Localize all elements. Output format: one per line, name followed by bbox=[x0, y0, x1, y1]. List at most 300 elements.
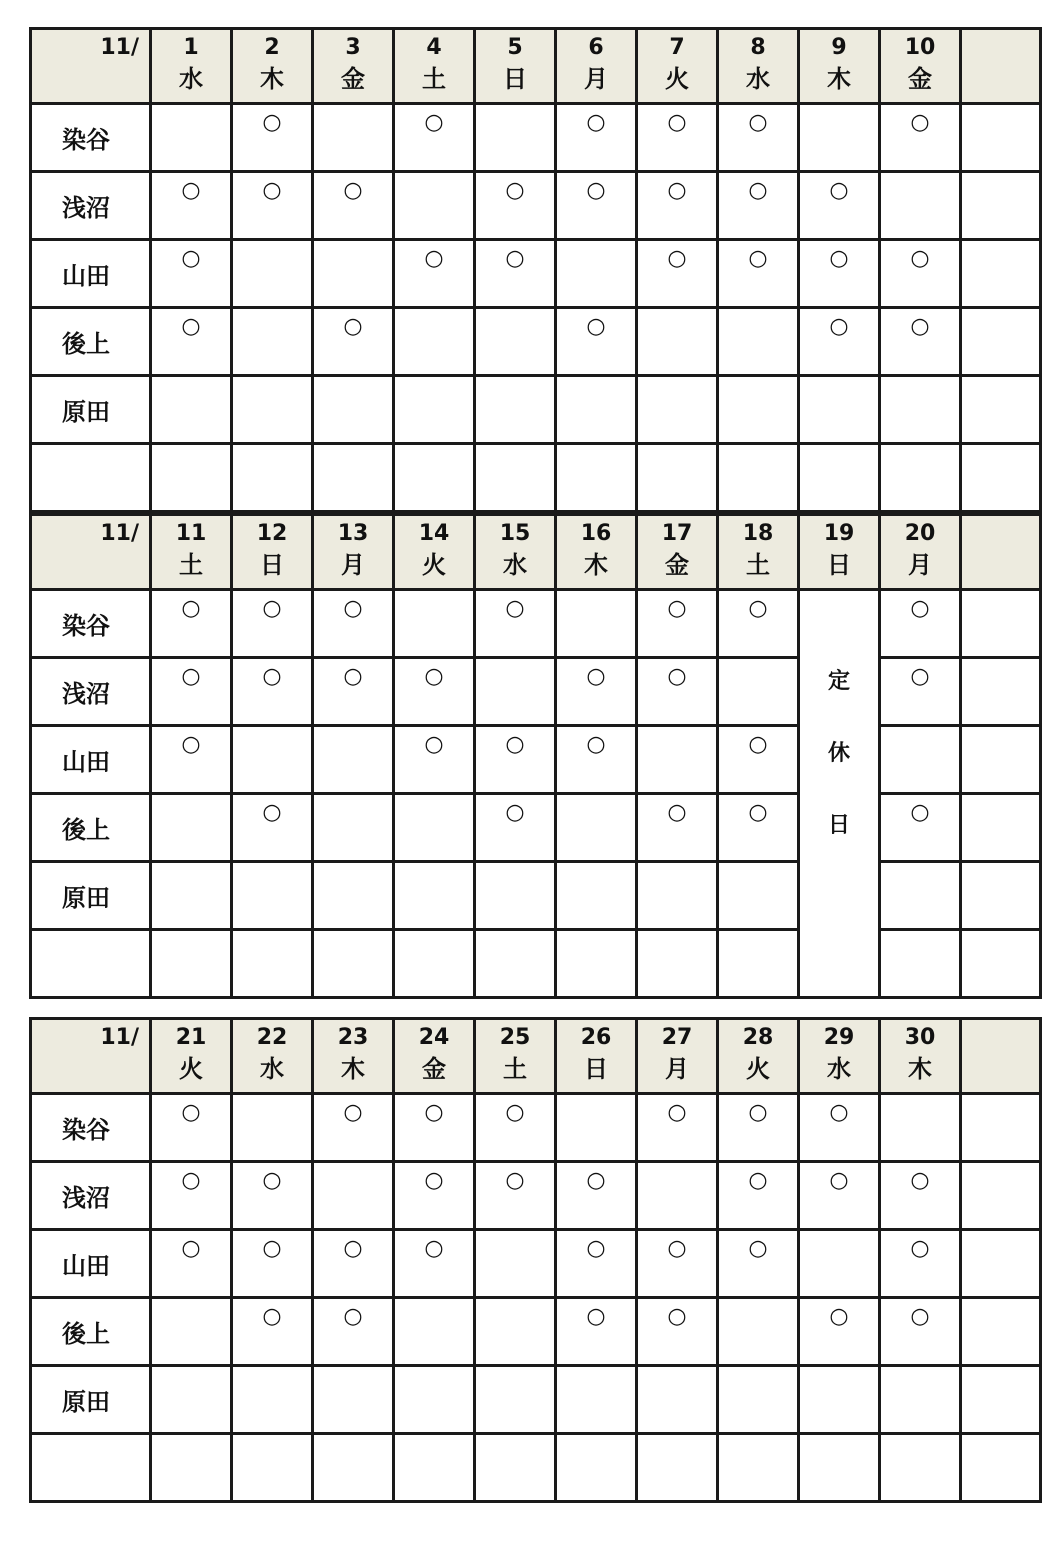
staff-row-asanuma bbox=[31, 172, 1041, 240]
schedule-cell bbox=[475, 590, 556, 658]
staff-name: 後上 bbox=[31, 1298, 151, 1366]
attendance-mark: ○ bbox=[586, 314, 606, 339]
header-empty-cell bbox=[961, 1019, 1041, 1094]
weekday: 月 bbox=[908, 551, 932, 579]
schedule-cell bbox=[880, 1094, 961, 1162]
attendance-mark: ○ bbox=[748, 596, 768, 621]
schedule-cell bbox=[880, 308, 961, 376]
attendance-mark: ○ bbox=[667, 800, 687, 825]
schedule-cell bbox=[394, 590, 475, 658]
schedule-cell bbox=[556, 308, 637, 376]
date-header bbox=[637, 1019, 718, 1094]
schedule-cell bbox=[394, 444, 475, 512]
schedule-cell bbox=[556, 1162, 637, 1230]
attendance-mark: ○ bbox=[505, 800, 525, 825]
schedule-cell bbox=[880, 1298, 961, 1366]
attendance-mark: ○ bbox=[586, 110, 606, 135]
schedule-cell bbox=[394, 308, 475, 376]
schedule-cell bbox=[232, 104, 313, 172]
schedule-cell bbox=[232, 1434, 313, 1502]
schedule-cell bbox=[151, 1366, 232, 1434]
attendance-mark: ○ bbox=[829, 1168, 849, 1193]
schedule-cell bbox=[232, 1366, 313, 1434]
schedule-cell bbox=[718, 590, 799, 658]
schedule-cell bbox=[637, 930, 718, 998]
attendance-mark: ○ bbox=[181, 178, 201, 203]
schedule-cell bbox=[151, 862, 232, 930]
schedule-cell bbox=[232, 1230, 313, 1298]
schedule-cell bbox=[151, 794, 232, 862]
schedule-cell bbox=[394, 1434, 475, 1502]
schedule-cell bbox=[475, 794, 556, 862]
staff-name: 原田 bbox=[31, 1366, 151, 1434]
schedule-cell bbox=[961, 1230, 1041, 1298]
schedule-cell bbox=[880, 1366, 961, 1434]
attendance-mark: ○ bbox=[829, 246, 849, 271]
schedule-cell bbox=[961, 862, 1041, 930]
attendance-mark: ○ bbox=[748, 110, 768, 135]
schedule-cell bbox=[718, 1094, 799, 1162]
attendance-mark: ○ bbox=[829, 1304, 849, 1329]
schedule-cell bbox=[637, 1434, 718, 1502]
schedule-cell bbox=[799, 172, 880, 240]
schedule-cell bbox=[151, 376, 232, 444]
day-number: 2 bbox=[264, 35, 280, 60]
holiday-label-char: 休 bbox=[827, 741, 850, 766]
schedule-cell bbox=[394, 794, 475, 862]
schedule-cell bbox=[961, 104, 1041, 172]
day-number: 8 bbox=[750, 35, 766, 60]
attendance-mark: ○ bbox=[181, 1168, 201, 1193]
staff-row-yamada bbox=[31, 726, 1041, 794]
staff-name bbox=[31, 444, 151, 512]
weekday: 土 bbox=[179, 551, 203, 579]
schedule-cell bbox=[394, 104, 475, 172]
attendance-mark: ○ bbox=[424, 1100, 444, 1125]
weekday: 火 bbox=[179, 1055, 203, 1083]
attendance-mark: ○ bbox=[343, 1236, 363, 1261]
date-header bbox=[637, 515, 718, 590]
staff-name: 山田 bbox=[31, 240, 151, 308]
date-header bbox=[394, 515, 475, 590]
schedule-cell bbox=[556, 1298, 637, 1366]
attendance-mark: ○ bbox=[262, 596, 282, 621]
attendance-mark: ○ bbox=[505, 732, 525, 757]
schedule-cell bbox=[961, 794, 1041, 862]
date-header bbox=[394, 1019, 475, 1094]
staff-row-asanuma bbox=[31, 1162, 1041, 1230]
schedule-cell bbox=[961, 1434, 1041, 1502]
attendance-mark: ○ bbox=[343, 314, 363, 339]
holiday-label-char: 定 bbox=[827, 669, 850, 694]
staff-row-asanuma bbox=[31, 658, 1041, 726]
schedule-cell bbox=[556, 862, 637, 930]
schedule-cell bbox=[394, 1298, 475, 1366]
weekday: 金 bbox=[665, 551, 689, 579]
schedule-cell bbox=[880, 726, 961, 794]
attendance-mark: ○ bbox=[424, 246, 444, 271]
staff-row-gojo bbox=[31, 1298, 1041, 1366]
schedule-cell bbox=[718, 1162, 799, 1230]
schedule-cell bbox=[718, 308, 799, 376]
schedule-cell bbox=[313, 1162, 394, 1230]
schedule-cell bbox=[637, 1366, 718, 1434]
schedule-cell bbox=[556, 1366, 637, 1434]
date-header bbox=[394, 29, 475, 104]
schedule-cell bbox=[637, 726, 718, 794]
attendance-mark: ○ bbox=[667, 1100, 687, 1125]
date-header bbox=[799, 29, 880, 104]
schedule-cell bbox=[961, 240, 1041, 308]
date-header bbox=[718, 1019, 799, 1094]
attendance-mark: ○ bbox=[910, 1236, 930, 1261]
schedule-cell bbox=[313, 590, 394, 658]
staff-row-someya bbox=[31, 1094, 1041, 1162]
schedule-cell bbox=[556, 240, 637, 308]
staff-row-gojo bbox=[31, 794, 1041, 862]
schedule-cell bbox=[637, 308, 718, 376]
staff-row-blank bbox=[31, 930, 1041, 998]
schedule-cell bbox=[718, 726, 799, 794]
schedule-cell bbox=[799, 1162, 880, 1230]
day-number: 28 bbox=[742, 1025, 774, 1050]
schedule-cell bbox=[151, 172, 232, 240]
attendance-mark: ○ bbox=[910, 596, 930, 621]
weekday: 木 bbox=[260, 65, 284, 93]
attendance-mark: ○ bbox=[910, 664, 930, 689]
schedule-cell bbox=[880, 1434, 961, 1502]
schedule-cell bbox=[475, 1094, 556, 1162]
day-number: 6 bbox=[588, 35, 604, 60]
attendance-mark: ○ bbox=[262, 664, 282, 689]
schedule-cell bbox=[961, 1094, 1041, 1162]
schedule-cell bbox=[313, 444, 394, 512]
schedule-cell bbox=[556, 444, 637, 512]
date-header bbox=[880, 1019, 961, 1094]
schedule-cell bbox=[718, 1434, 799, 1502]
day-number: 23 bbox=[337, 1025, 369, 1050]
attendance-mark: ○ bbox=[586, 1168, 606, 1193]
weekday: 水 bbox=[260, 1055, 284, 1083]
schedule-cell bbox=[232, 794, 313, 862]
schedule-cell bbox=[475, 1434, 556, 1502]
date-header bbox=[799, 1019, 880, 1094]
weekday: 水 bbox=[746, 65, 770, 93]
schedule-cell bbox=[151, 240, 232, 308]
schedule-cell bbox=[637, 172, 718, 240]
attendance-mark: ○ bbox=[181, 732, 201, 757]
schedule-cell bbox=[799, 308, 880, 376]
day-number: 11 bbox=[175, 521, 207, 546]
staff-name: 原田 bbox=[31, 376, 151, 444]
day-number: 4 bbox=[426, 35, 442, 60]
day-number: 21 bbox=[175, 1025, 207, 1050]
header-row bbox=[31, 1019, 1041, 1094]
schedule-cell bbox=[475, 104, 556, 172]
schedule-cell bbox=[556, 1094, 637, 1162]
schedule-cell bbox=[637, 794, 718, 862]
attendance-mark: ○ bbox=[910, 110, 930, 135]
schedule-cell bbox=[718, 1230, 799, 1298]
date-header bbox=[718, 515, 799, 590]
schedule-cell bbox=[556, 930, 637, 998]
date-header bbox=[232, 515, 313, 590]
weekday: 木 bbox=[908, 1055, 932, 1083]
schedule-cell bbox=[880, 444, 961, 512]
schedule-cell bbox=[313, 1366, 394, 1434]
schedule-cell bbox=[232, 1162, 313, 1230]
attendance-mark: ○ bbox=[748, 1236, 768, 1261]
day-number: 15 bbox=[499, 521, 531, 546]
schedule-cell bbox=[151, 1094, 232, 1162]
attendance-mark: ○ bbox=[748, 732, 768, 757]
schedule-cell bbox=[718, 104, 799, 172]
staff-row-blank bbox=[31, 1434, 1041, 1502]
weekday: 土 bbox=[746, 551, 770, 579]
attendance-mark: ○ bbox=[505, 1100, 525, 1125]
weekday: 火 bbox=[422, 551, 446, 579]
day-number: 13 bbox=[337, 521, 369, 546]
attendance-mark: ○ bbox=[667, 664, 687, 689]
schedule-cell bbox=[151, 444, 232, 512]
staff-row-harada bbox=[31, 1366, 1041, 1434]
attendance-mark: ○ bbox=[667, 178, 687, 203]
staff-name: 浅沼 bbox=[31, 1162, 151, 1230]
schedule-cell bbox=[313, 240, 394, 308]
schedule-cell bbox=[151, 308, 232, 376]
schedule-cell bbox=[475, 658, 556, 726]
schedule-cell bbox=[880, 930, 961, 998]
schedule-cell bbox=[637, 1230, 718, 1298]
schedule-cell bbox=[556, 658, 637, 726]
schedule-cell bbox=[313, 794, 394, 862]
schedule-cell bbox=[637, 1162, 718, 1230]
attendance-mark: ○ bbox=[667, 596, 687, 621]
attendance-mark: ○ bbox=[262, 800, 282, 825]
date-header bbox=[556, 29, 637, 104]
schedule-cell bbox=[394, 1094, 475, 1162]
date-header bbox=[799, 515, 880, 590]
schedule-cell bbox=[232, 1094, 313, 1162]
day-number: 20 bbox=[904, 521, 936, 546]
schedule-cell bbox=[232, 240, 313, 308]
schedule-cell bbox=[718, 862, 799, 930]
day-number: 29 bbox=[823, 1025, 855, 1050]
attendance-mark: ○ bbox=[343, 1100, 363, 1125]
weekday: 水 bbox=[503, 551, 527, 579]
staff-row-someya bbox=[31, 104, 1041, 172]
schedule-cell bbox=[718, 172, 799, 240]
weekday: 木 bbox=[341, 1055, 365, 1083]
month-label: 11/ bbox=[31, 29, 151, 104]
schedule-cell bbox=[313, 930, 394, 998]
attendance-mark: ○ bbox=[910, 314, 930, 339]
attendance-mark: ○ bbox=[424, 732, 444, 757]
day-number: 27 bbox=[661, 1025, 693, 1050]
weekday: 金 bbox=[341, 65, 365, 93]
day-number: 16 bbox=[580, 521, 612, 546]
schedule-cell bbox=[475, 1230, 556, 1298]
weekday: 日 bbox=[260, 551, 284, 579]
schedule-cell bbox=[394, 1366, 475, 1434]
schedule-cell bbox=[961, 444, 1041, 512]
schedule-cell bbox=[394, 726, 475, 794]
attendance-mark: ○ bbox=[748, 1168, 768, 1193]
schedule-cell bbox=[718, 1366, 799, 1434]
schedule-cell bbox=[394, 930, 475, 998]
staff-name bbox=[31, 930, 151, 998]
date-header bbox=[475, 29, 556, 104]
staff-row-gojo bbox=[31, 308, 1041, 376]
attendance-mark: ○ bbox=[181, 1236, 201, 1261]
staff-name: 山田 bbox=[31, 1230, 151, 1298]
holiday-label-char: 日 bbox=[827, 813, 850, 838]
attendance-mark: ○ bbox=[667, 110, 687, 135]
attendance-mark: ○ bbox=[748, 178, 768, 203]
schedule-cell bbox=[232, 308, 313, 376]
schedule-cell bbox=[961, 658, 1041, 726]
weekday: 木 bbox=[584, 551, 608, 579]
attendance-mark: ○ bbox=[424, 664, 444, 689]
attendance-mark: ○ bbox=[424, 110, 444, 135]
attendance-mark: ○ bbox=[424, 1236, 444, 1261]
schedule-cell bbox=[475, 1162, 556, 1230]
attendance-mark: ○ bbox=[586, 664, 606, 689]
attendance-mark: ○ bbox=[262, 1168, 282, 1193]
day-number: 1 bbox=[183, 35, 199, 60]
schedule-cell bbox=[232, 444, 313, 512]
schedule-cell bbox=[556, 794, 637, 862]
schedule-cell bbox=[151, 658, 232, 726]
schedule-cell bbox=[961, 172, 1041, 240]
schedule-cell bbox=[718, 1298, 799, 1366]
schedule-cell bbox=[475, 930, 556, 998]
staff-name: 染谷 bbox=[31, 104, 151, 172]
header-row bbox=[31, 515, 1041, 590]
weekday: 月 bbox=[341, 551, 365, 579]
staff-name: 浅沼 bbox=[31, 172, 151, 240]
staff-row-harada bbox=[31, 376, 1041, 444]
weekday: 月 bbox=[665, 1055, 689, 1083]
staff-name: 原田 bbox=[31, 862, 151, 930]
staff-name bbox=[31, 1434, 151, 1502]
staff-name: 山田 bbox=[31, 726, 151, 794]
attendance-mark: ○ bbox=[505, 178, 525, 203]
schedule-cell bbox=[961, 1162, 1041, 1230]
weekday: 土 bbox=[503, 1055, 527, 1083]
attendance-mark: ○ bbox=[181, 1100, 201, 1125]
schedule-cell bbox=[475, 172, 556, 240]
schedule-cell bbox=[799, 1434, 880, 1502]
staff-name: 染谷 bbox=[31, 1094, 151, 1162]
attendance-mark: ○ bbox=[910, 1168, 930, 1193]
schedule-cell bbox=[394, 240, 475, 308]
date-header bbox=[232, 29, 313, 104]
schedule-cell bbox=[880, 590, 961, 658]
date-header bbox=[556, 515, 637, 590]
schedule-cell bbox=[637, 1094, 718, 1162]
weekday: 土 bbox=[422, 65, 446, 93]
schedule-cell bbox=[232, 376, 313, 444]
schedule-cell bbox=[475, 1366, 556, 1434]
schedule-cell bbox=[556, 172, 637, 240]
schedule-cell bbox=[232, 658, 313, 726]
schedule-block-3 bbox=[29, 1017, 1042, 1503]
schedule-cell bbox=[718, 794, 799, 862]
weekday: 火 bbox=[665, 65, 689, 93]
attendance-mark: ○ bbox=[505, 1168, 525, 1193]
schedule-cell bbox=[880, 794, 961, 862]
weekday: 木 bbox=[827, 65, 851, 93]
schedule-cell bbox=[961, 726, 1041, 794]
attendance-mark: ○ bbox=[505, 596, 525, 621]
attendance-mark: ○ bbox=[181, 664, 201, 689]
staff-name: 後上 bbox=[31, 308, 151, 376]
day-number: 18 bbox=[742, 521, 774, 546]
schedule-cell bbox=[394, 376, 475, 444]
date-header bbox=[880, 515, 961, 590]
schedule-cell bbox=[313, 376, 394, 444]
schedule-cell bbox=[637, 590, 718, 658]
staff-name: 後上 bbox=[31, 794, 151, 862]
schedule-cell bbox=[880, 172, 961, 240]
weekday: 金 bbox=[422, 1055, 446, 1083]
schedule-cell bbox=[151, 1162, 232, 1230]
schedule-cell bbox=[637, 444, 718, 512]
date-header bbox=[475, 515, 556, 590]
staff-row-yamada bbox=[31, 240, 1041, 308]
attendance-mark: ○ bbox=[748, 800, 768, 825]
attendance-mark: ○ bbox=[910, 246, 930, 271]
day-number: 25 bbox=[499, 1025, 531, 1050]
schedule-cell bbox=[394, 1162, 475, 1230]
schedule-cell bbox=[799, 1094, 880, 1162]
schedule-cell bbox=[232, 590, 313, 658]
header-empty-cell bbox=[961, 29, 1041, 104]
schedule-cell bbox=[961, 308, 1041, 376]
schedule-cell bbox=[475, 240, 556, 308]
schedule-cell bbox=[475, 376, 556, 444]
month-label: 11/ bbox=[31, 1019, 151, 1094]
staff-name: 染谷 bbox=[31, 590, 151, 658]
attendance-mark: ○ bbox=[910, 1304, 930, 1329]
schedule-cell bbox=[961, 930, 1041, 998]
schedule-cell bbox=[961, 1366, 1041, 1434]
schedule-cell bbox=[556, 726, 637, 794]
schedule-cell bbox=[880, 240, 961, 308]
attendance-mark: ○ bbox=[829, 1100, 849, 1125]
date-header bbox=[475, 1019, 556, 1094]
date-header bbox=[151, 515, 232, 590]
schedule-cell bbox=[799, 1298, 880, 1366]
schedule-cell bbox=[313, 104, 394, 172]
attendance-mark: ○ bbox=[181, 596, 201, 621]
schedule-cell bbox=[151, 930, 232, 998]
schedule-cell bbox=[718, 444, 799, 512]
schedule-cell bbox=[880, 376, 961, 444]
schedule-cell bbox=[313, 1298, 394, 1366]
attendance-mark: ○ bbox=[748, 246, 768, 271]
schedule-cell bbox=[313, 308, 394, 376]
schedule-cell bbox=[637, 376, 718, 444]
schedule-cell bbox=[556, 590, 637, 658]
schedule-cell bbox=[151, 726, 232, 794]
attendance-mark: ○ bbox=[343, 178, 363, 203]
schedule-cell bbox=[475, 862, 556, 930]
weekday: 日 bbox=[584, 1055, 608, 1083]
header-row bbox=[31, 29, 1041, 104]
schedule-cell bbox=[799, 444, 880, 512]
